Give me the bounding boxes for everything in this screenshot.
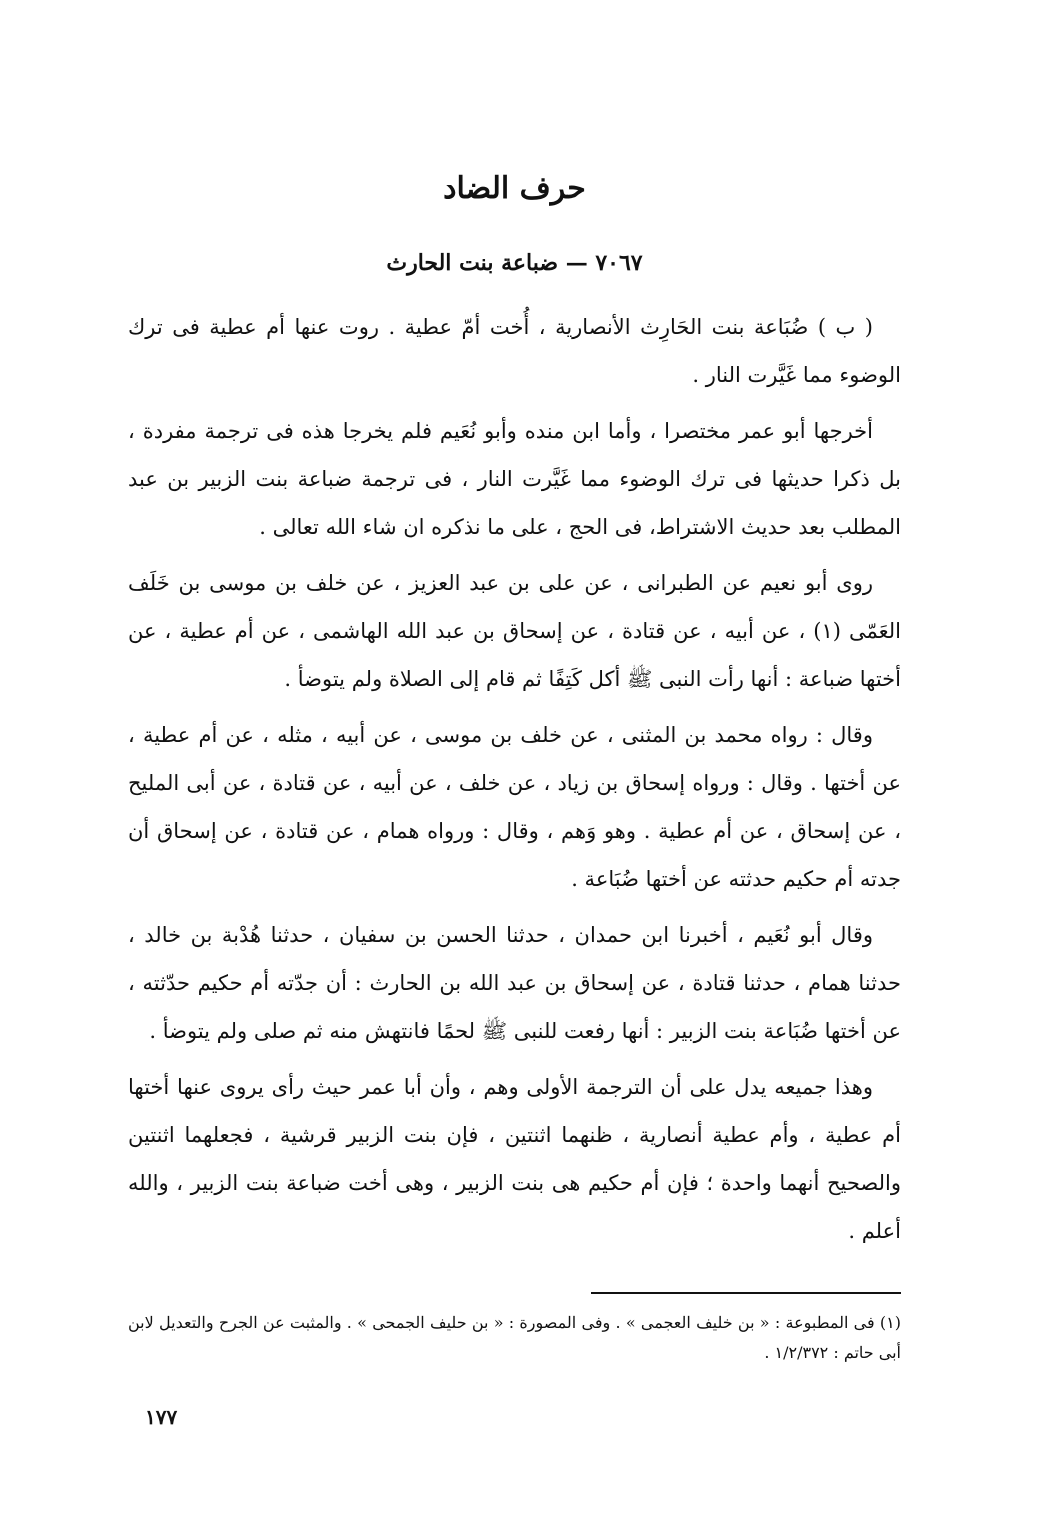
paragraph-intro: ( ب ) ضُبَاعة بنت الحَارِث الأنصارية ، أُخت أمّ عطية . روت عنها أم عطية فى ترك الوضوء مما غَيَّرت النار .	[128, 315, 901, 387]
entry-title: ٧٠٦٧ — ضباعة بنت الحارث	[386, 250, 643, 276]
chapter-title: حرف الضاد	[443, 171, 586, 206]
paragraph-abu-nuaim: وقال أبو نُعَيم ، أخبرنا ابن حمدان ، حدثنا الحسن بن سفيان ، حدثنا هُدْبة بن خالد ، حدثنا همام ، حدثنا قتادة ، عن إسحاق بن عبد الله بن الحارث : أن جدّته أم حكيم حدّثته ، عن أختها ضُبَاعة بنت الزبير : أنها رفعت للنبى ﷺ لحمًا فانتهش منه ثم صلى ولم يتوضأ .	[128, 923, 901, 1043]
page-number: ١٧٧	[145, 1405, 178, 1429]
paragraph-narration: روى أبو نعيم عن الطبرانى ، عن على بن عبد العزيز ، عن خلف بن موسى بن خَلَف العَمّى (١) ، عن أبيه ، عن قتادة ، عن إسحاق بن عبد الله الهاشمى ، عن أم عطية ، عن أختها ضباعة : أنها رأت النبى ﷺ أكل كَتِفًا ثم قام إلى الصلاة ولم يتوضأ .	[128, 571, 901, 691]
footnote: (١) فى المطبوعة : « بن خليف العجمى » . وفى المصورة : « بن حليف الجمحى » . والمثبت عن الجرح والتعديل لابن أبى حاتم : ١/٢/٣٧٢ .	[128, 1313, 901, 1362]
paragraph-conclusion: وهذا جميعه يدل على أن الترجمة الأولى وهم ، وأن أبا عمر حيث رأى يروى عنها أختها أم عطية ، وأم عطية أنصارية ، ظنهما اثنتين ، فإن بنت الزبير قرشية ، فجعلهما اثنتين والصحيح أنهما واحدة ؛ فإن أم حكيم هى بنت الزبير ، وهى أخت ضباعة بنت الزبير ، والله أعلم .	[128, 1075, 901, 1243]
paragraph-sources: أخرجها أبو عمر مختصرا ، وأما ابن منده وأبو نُعَيم فلم يخرجا هذه فى ترجمة مفردة ، بل ذكرا حديثها فى ترك الوضوء مما غَيَّرت النار ، فى ترجمة ضباعة بنت الزبير بن عبد المطلب بعد حديث الاشتراط، فى الحج ، على ما نذكره ان شاء الله تعالى .	[128, 419, 901, 539]
page-content	[128, 165, 901, 1263]
paragraph-chains: وقال : رواه محمد بن المثنى ، عن خلف بن موسى ، عن أبيه ، مثله ، عن أم عطية ، عن أختها . وقال : ورواه إسحاق بن زياد ، عن خلف ، عن أبيه ، عن قتادة ، عن أبى المليح ، عن إسحاق ، عن أم عطية . وهو وَهم ، وقال : ورواه همام ، عن قتادة ، عن إسحاق أن جدته أم حكيم حدثته عن أختها ضُبَاعة .	[128, 723, 901, 891]
footnote-divider	[591, 1292, 901, 1294]
